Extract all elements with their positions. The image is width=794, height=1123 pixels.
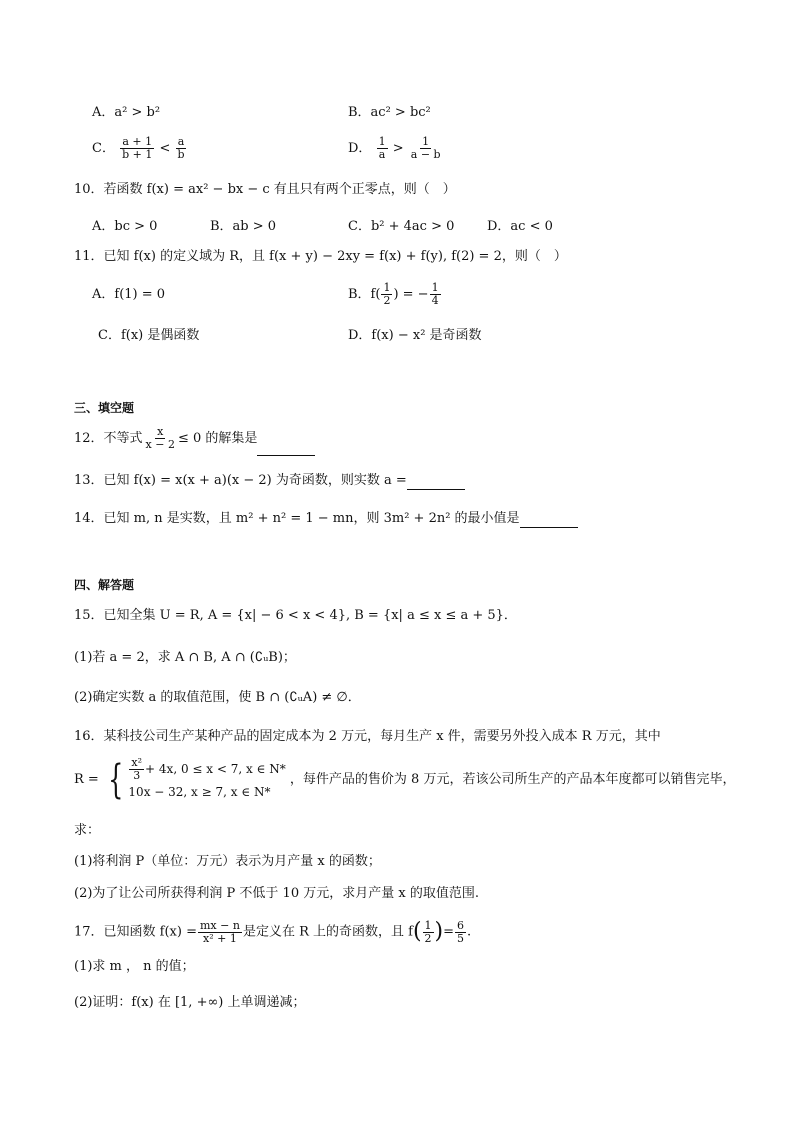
q14 (74, 510, 578, 528)
frac-numerator: 1 (378, 135, 386, 148)
q16-ask: 求： (74, 823, 101, 838)
q17-eq: = (443, 924, 455, 940)
answer-blank (520, 513, 578, 528)
frac-denominator: 5 (457, 931, 465, 945)
q15-part2: (2)确定实数 a 的取值范围，使 B ∩ (∁ᵤA) ≠ ∅． (74, 690, 361, 705)
q11-option-a: A．f(1) = 0 (92, 287, 166, 302)
frac-numerator: x² (131, 756, 143, 769)
q17-pre: 17．已知函数 f(x) = (74, 924, 197, 940)
case1-rest: + 4x, 0 ≤ x < 7, x ∈ N* (145, 762, 286, 776)
q17-mid: 是定义在 R 上的奇函数，且 f (242, 924, 413, 940)
case1-frac (129, 757, 144, 782)
q9-d-frac1 (377, 136, 388, 161)
q11-b-frac2 (430, 282, 441, 307)
paren-close: ) (434, 919, 444, 944)
piecewise (103, 757, 286, 802)
q10-option-d: D．ac < 0 (487, 219, 553, 234)
q9-option-c (92, 132, 188, 166)
q16-stem: 16．某科技公司生产某种产品的固定成本为 2 万元，每月生产 x 件，需要另外投入成本 R 万元，其中 (74, 729, 661, 744)
relation: < (159, 141, 171, 156)
q11-option-b (348, 278, 442, 312)
q17-stem (74, 912, 471, 953)
q11-option-d: D．f(x) − x² 是奇函数 (348, 328, 482, 343)
q17-end: . (467, 924, 472, 940)
q17-frac (198, 920, 242, 945)
q15-part1: (1)若 a = 2，求 A ∩ B, A ∩ (∁ᵤB)； (74, 650, 296, 665)
frac-numerator: 1 (424, 918, 432, 932)
cases (128, 757, 285, 802)
q16-part1: (1)将利润 P（单位：万元）表示为月产量 x 的函数； (74, 854, 381, 869)
frac-denominator: 2 (383, 294, 391, 307)
frac-denominator: b + 1 (122, 148, 153, 161)
q15-stem: 15．已知全集 U = R, A = {x| − 6 < x < 4}, B = {x| a ≤ x ≤ a + 5}． (74, 608, 517, 623)
q14-text: 14．已知 m, n 是实数，且 m² + n² = 1 − mn，则 3m² + 2n² 的最小值是 (74, 511, 520, 526)
q16-r-label: R = (74, 772, 99, 787)
frac-numerator: 1 (431, 281, 439, 294)
frac-denominator: a (378, 148, 386, 161)
q11-stem: 11．已知 f(x) 的定义域为 R，且 f(x + y) − 2xy = f(x) + f(y), f(2) = 2，则（ ） (74, 249, 567, 264)
q16-part2: (2)为了让公司所获得利润 P 不低于 10 万元，求月产量 x 的取值范围. (74, 886, 479, 901)
q16-cost-function (74, 756, 735, 804)
frac-numerator: a + 1 (122, 135, 153, 148)
frac-denominator: b (177, 148, 185, 161)
q13-text: 13．已知 f(x) = x(x + a)(x − 2) 为奇函数，则实数 a = (74, 473, 407, 488)
answer-blank (257, 441, 315, 456)
q11-b-frac1 (381, 282, 392, 307)
q16-r-tail: ，每件产品的售价为 8 万元，若该公司所生产的产品本年度都可以销售完毕， (289, 772, 736, 787)
relation: > (392, 141, 404, 156)
q12-pre: 12．不等式 (74, 431, 143, 446)
frac-denominator: 2 (424, 931, 432, 945)
frac-numerator: 1 (422, 135, 430, 148)
q10-stem: 10．若函数 f(x) = ax² − bx − c 有且只有两个正零点，则（ ） (74, 182, 456, 197)
q9-option-b: B．ac² > bc² (348, 105, 431, 120)
q9-option-c-label: C． (92, 141, 115, 156)
frac-denominator: x² + 1 (203, 931, 237, 945)
answer-blank (407, 475, 465, 490)
q12-frac (144, 426, 177, 451)
q13 (74, 472, 465, 490)
q12-post: ≤ 0 的解集是 (177, 431, 258, 446)
paren-open: ( (412, 919, 422, 944)
frac-denominator: x − 2 (145, 438, 175, 451)
q10-option-a: A．bc > 0 (92, 219, 158, 234)
frac-denominator: 3 (133, 769, 141, 782)
q9-d-frac2 (409, 136, 443, 161)
q10-option-c: C．b² + 4ac > 0 (348, 219, 455, 234)
q11-option-c: C．f(x) 是偶函数 (98, 328, 200, 343)
frac-denominator: 4 (431, 294, 439, 307)
q17-arg-frac (423, 920, 434, 945)
frac-denominator: a − b (410, 148, 441, 161)
q17-part1: (1)求 m ， n 的值； (74, 959, 195, 974)
frac-numerator: a (177, 135, 185, 148)
case-1 (128, 757, 285, 782)
q9-option-d-label: D． (348, 141, 372, 156)
frac-numerator: 6 (457, 918, 465, 932)
frac-numerator: 1 (383, 281, 391, 294)
q12 (74, 422, 315, 456)
section-fill-in-title: 三、填空题 (74, 401, 135, 415)
q10-option-b: B．ab > 0 (210, 219, 277, 234)
frac-numerator: mx − n (200, 918, 240, 932)
q9-c-frac2 (176, 136, 187, 161)
q9-option-a: A．a² > b² (92, 105, 161, 120)
case-2: 10x − 32, x ≥ 7, x ∈ N* (128, 785, 271, 799)
frac-numerator: x (157, 425, 164, 438)
left-brace: { (108, 756, 124, 803)
section-solve-title: 四、解答题 (74, 578, 135, 592)
q17-part2: (2)证明：f(x) 在 [1, +∞) 上单调递减； (74, 995, 306, 1010)
q11-b-label: B．f( (348, 287, 381, 302)
q9-c-frac1 (120, 136, 154, 161)
q11-b-mid: ) = − (393, 287, 429, 302)
q9-option-d (348, 132, 444, 166)
q17-val-frac (455, 920, 466, 945)
